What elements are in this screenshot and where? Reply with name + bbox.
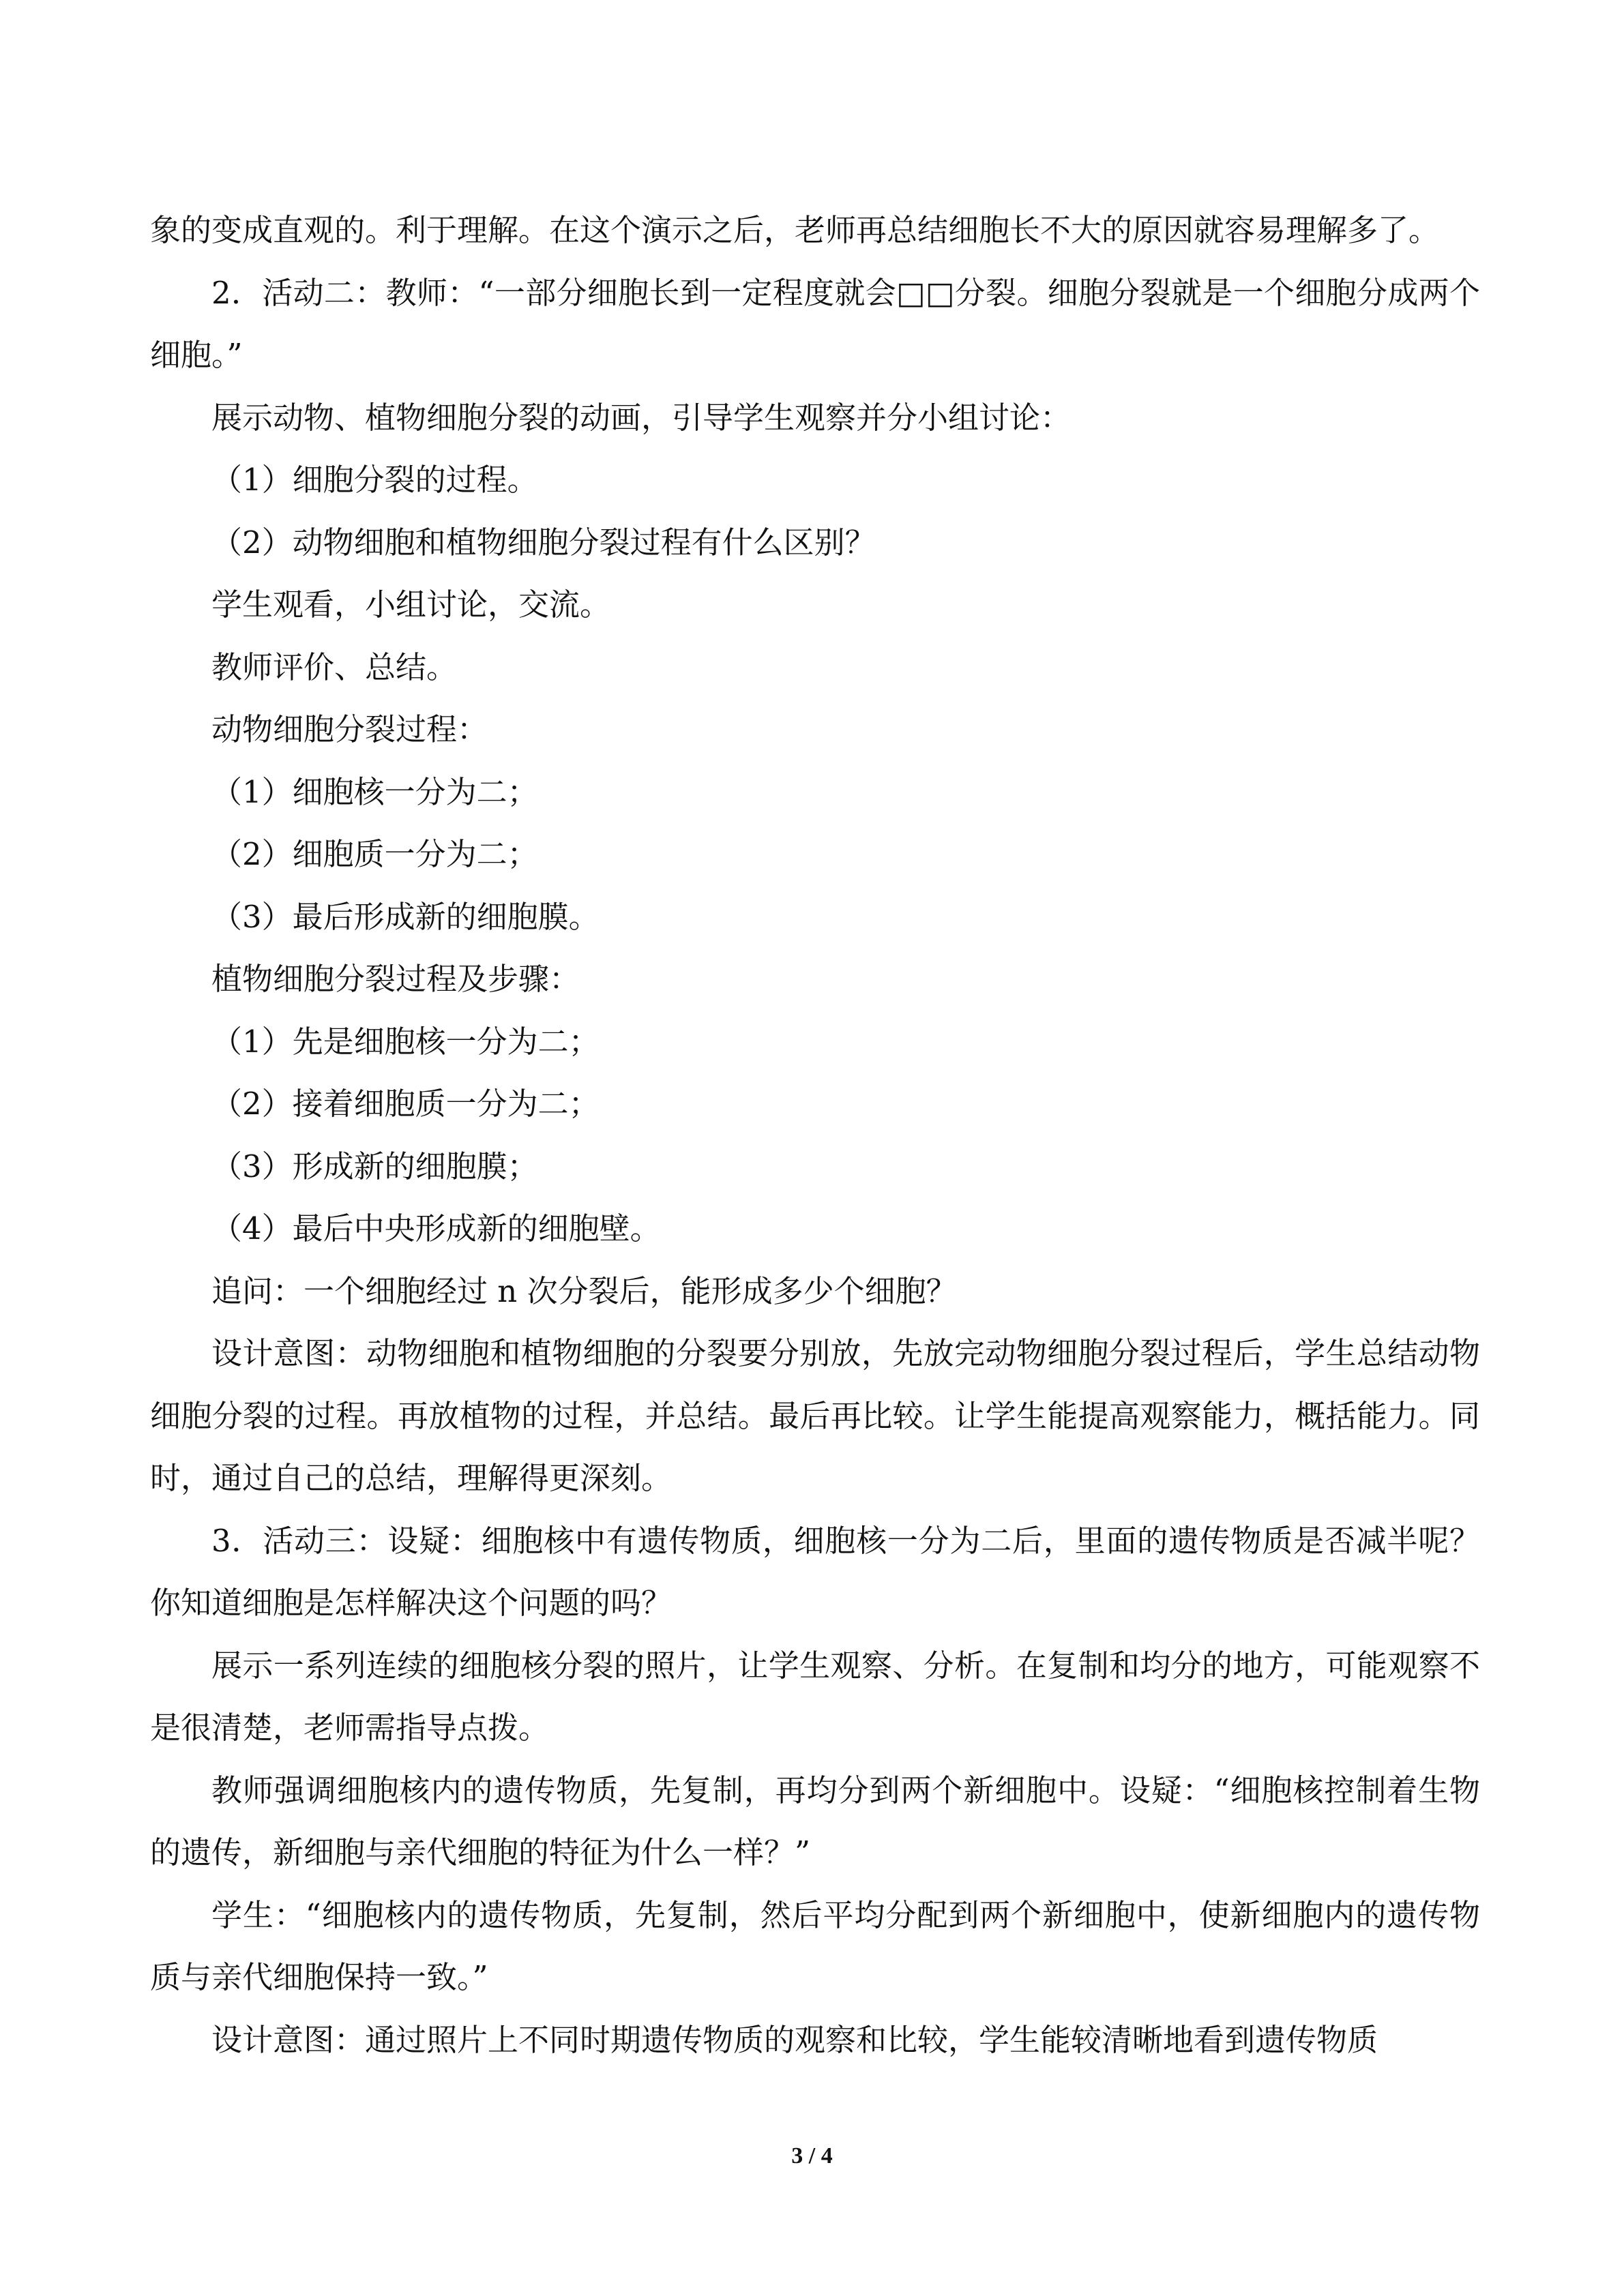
- paragraph-design-intent-2: 设计意图：通过照片上不同时期遗传物质的观察和比较，学生能较清晰地看到遗传物质: [211, 2021, 1378, 2058]
- page-number: 3 / 4: [791, 2143, 833, 2168]
- paragraph-follow-up-question: 追问：一个细胞经过 n 次分裂后，能形成多少个细胞？: [211, 1272, 957, 1309]
- paragraph-animal-process-heading: 动物细胞分裂过程：: [211, 711, 488, 747]
- list-item-animal-step-3: （3）最后形成新的细胞膜。: [211, 898, 600, 935]
- paragraph-animation-intro: 展示动物、植物细胞分裂的动画，引导学生观察并分小组讨论：: [211, 399, 1072, 436]
- paragraph-student-answer: 学生：“细胞核内的遗传物质，先复制，然后平均分配到两个新细胞中，使新细胞内的遗传物质与亲代细胞保持一致。”: [150, 1896, 1480, 1995]
- list-item-plant-step-2: （2）接着细胞质一分为二；: [211, 1086, 600, 1122]
- list-item-plant-step-4: （4）最后中央形成新的细胞壁。: [211, 1210, 661, 1247]
- list-item-animal-step-2: （2）细胞质一分为二；: [211, 836, 538, 872]
- paragraph-activity-two: 2．活动二：教师：“一部分细胞长到一定程度就会□□分裂。细胞分裂就是一个细胞分成两个细胞。”: [150, 274, 1480, 373]
- page-body: [150, 199, 1480, 2071]
- paragraph-activity-three: 3．活动三：设疑：细胞核中有遗传物质，细胞核一分为二后，里面的遗传物质是否减半呢？你知道细胞是怎样解决这个问题的吗？: [150, 1522, 1480, 1621]
- list-item-question-1: （1）细胞分裂的过程。: [211, 462, 538, 498]
- paragraph-student-discussion: 学生观看，小组讨论，交流。: [211, 586, 611, 623]
- list-item-question-2: （2）动物细胞和植物细胞分裂过程有什么区别？: [211, 524, 876, 561]
- paragraph-continuation: 象的变成直观的。利于理解。在这个演示之后，老师再总结细胞长不大的原因就容易理解多了。: [150, 212, 1440, 248]
- paragraph-plant-process-heading: 植物细胞分裂过程及步骤：: [211, 961, 580, 997]
- list-item-animal-step-1: （1）细胞核一分为二；: [211, 773, 538, 810]
- paragraph-teacher-summary: 教师评价、总结。: [211, 648, 458, 685]
- list-item-plant-step-1: （1）先是细胞核一分为二；: [211, 1023, 600, 1060]
- paragraph-photo-series: 展示一系列连续的细胞核分裂的照片，让学生观察、分析。在复制和均分的地方，可能观察不是很清楚，老师需指导点拨。: [150, 1647, 1480, 1746]
- paragraph-teacher-emphasis: 教师强调细胞核内的遗传物质，先复制，再均分到两个新细胞中。设疑：“细胞核控制着生物的遗传，新细胞与亲代细胞的特征为什么一样？”: [150, 1772, 1480, 1870]
- paragraph-design-intent-1: 设计意图：动物细胞和植物细胞的分裂要分别放，先放完动物细胞分裂过程后，学生总结动物细胞分裂的过程。再放植物的过程，并总结。最后再比较。让学生能提高观察能力，概括能力。同时，通过自己的总结，理解得更深刻。: [150, 1335, 1480, 1496]
- list-item-plant-step-3: （3）形成新的细胞膜；: [211, 1148, 538, 1184]
